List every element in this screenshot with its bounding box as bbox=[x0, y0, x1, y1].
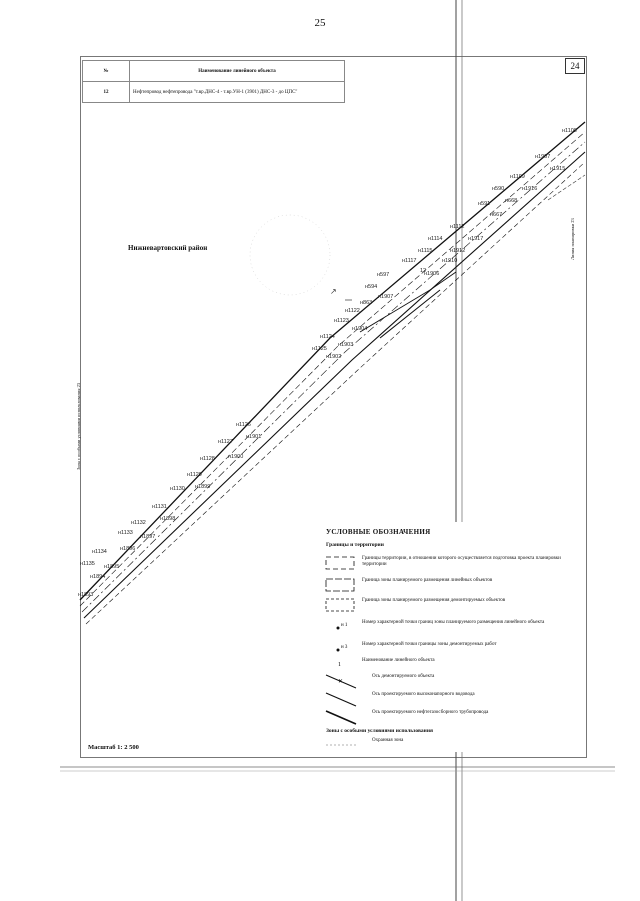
point-label: н1122 bbox=[345, 308, 360, 314]
legend-item bbox=[324, 690, 579, 710]
legend-item bbox=[324, 576, 579, 596]
point-label: н1893 bbox=[78, 592, 94, 598]
legend-title: УСЛОВНЫЕ ОБОЗНАЧЕНИЯ bbox=[326, 528, 431, 536]
svg-text:✕: ✕ bbox=[338, 679, 344, 685]
point-label: н1128 bbox=[200, 456, 215, 462]
point-label: н1895 bbox=[104, 564, 120, 570]
scale-label: Масштаб 1: 2 500 bbox=[88, 744, 139, 751]
point-label: н1126 bbox=[236, 422, 251, 428]
point-label: н590 bbox=[492, 186, 505, 192]
point-label: н597 bbox=[377, 272, 390, 278]
table-header-name: Наименование линейного объекта bbox=[130, 61, 345, 82]
point-label: н1131 bbox=[152, 504, 167, 510]
legend-item bbox=[324, 708, 579, 728]
point-label: н594 bbox=[365, 284, 378, 290]
zone-boundary-dashed bbox=[548, 175, 585, 200]
zone-boundary-icon bbox=[324, 576, 358, 594]
point-label: н1902 bbox=[326, 354, 342, 360]
point-marker-icon bbox=[324, 618, 358, 636]
demolition-axis-icon bbox=[324, 672, 358, 690]
north-arrow-icon: ↗ bbox=[330, 287, 337, 296]
legend-item-text: Граница зоны планируемого размещения линейных объектов bbox=[362, 578, 493, 583]
point-label: н1114 bbox=[428, 236, 443, 242]
table-header-number: № bbox=[83, 61, 130, 82]
point-label: н1109 bbox=[510, 174, 525, 180]
legend-item bbox=[324, 554, 579, 574]
legend-item-text: Номер характерной точки границ зоны планируемого размещения линейного объекта bbox=[362, 620, 545, 625]
point-label: н1135 bbox=[80, 561, 95, 567]
point-label: н1910 bbox=[442, 258, 458, 264]
point-label: н1917 bbox=[468, 236, 484, 242]
district-label: Нижневартовский район bbox=[128, 244, 208, 252]
legend-item-text: Границы территории, в отношении которого осуществляется подготовка проекта планировки территории bbox=[362, 556, 561, 567]
point-label: н1906 bbox=[424, 271, 440, 277]
point-label: н1916 bbox=[522, 186, 538, 192]
legend-section-zones: Зоны с особыми условиями использования bbox=[326, 728, 433, 734]
side-note-left: Зона с особыми условиями использования 23 bbox=[76, 382, 81, 470]
point-label: н1115 bbox=[418, 248, 433, 254]
point-labels bbox=[80, 128, 577, 567]
water-pipe-axis-icon bbox=[324, 690, 358, 708]
point-label: н1130 bbox=[170, 486, 185, 492]
point-label: н1900 bbox=[228, 454, 244, 460]
legend-item bbox=[324, 672, 579, 692]
legend-item-text: Ось проектируемого нефтегазосборного трубопровода bbox=[372, 710, 489, 715]
svg-text:н 1: н 1 bbox=[341, 623, 348, 628]
point-label: н1904 bbox=[352, 326, 368, 332]
table-cell-number: 12 bbox=[83, 82, 130, 103]
point-label: н1129 bbox=[187, 472, 202, 478]
boundary-dashed-icon bbox=[324, 554, 358, 572]
legend-item bbox=[324, 596, 579, 616]
point-label: н1901 bbox=[246, 434, 262, 440]
point-label: н1894 bbox=[90, 574, 106, 580]
legend-item-text: Номер характерной точки границы зоны демонтируемых работ bbox=[362, 642, 497, 647]
sheet-number: 24 bbox=[565, 58, 585, 74]
point-label: н1117 bbox=[402, 258, 417, 264]
point-label: н1125 bbox=[312, 346, 327, 352]
point-label: н1134 bbox=[92, 549, 107, 555]
legend-item bbox=[324, 736, 579, 756]
table-cell-name: Нефтепровод нефтепровода "т.вр.ДНС-4 - т.вр.УН-1 (3901) ДНС-3 - до ЦПС" bbox=[130, 82, 345, 103]
point-label: н1127 bbox=[218, 439, 233, 445]
oil-pipe-axis-icon bbox=[324, 708, 358, 726]
point-label: н1897 bbox=[140, 534, 156, 540]
svg-text:н 3: н 3 bbox=[341, 645, 348, 650]
svg-text:1: 1 bbox=[338, 662, 341, 668]
point-label: н863 bbox=[360, 300, 373, 306]
legend-section-boundaries: Границы и территории bbox=[326, 542, 384, 548]
page-number: 25 bbox=[314, 17, 326, 29]
point-label: н667 bbox=[490, 212, 503, 218]
point-label: н1133 bbox=[118, 530, 133, 536]
legend-item-text: Наименование линейного объекта bbox=[362, 658, 435, 663]
branch-line bbox=[360, 272, 456, 332]
point-label: н1907 bbox=[378, 294, 394, 300]
point-label: н1898 bbox=[160, 516, 176, 522]
point-label: н1108 bbox=[562, 128, 577, 134]
point-label: н1124 bbox=[320, 334, 335, 340]
legend-item-text: Охранная зона bbox=[372, 738, 404, 743]
point-label: н1899 bbox=[195, 484, 211, 490]
point-label: н1915 bbox=[550, 166, 566, 172]
legend-item bbox=[324, 618, 579, 638]
legend-item-text: Граница зоны планируемого размещения демонтируемых объектов bbox=[362, 598, 506, 603]
legend-item-text: Ось демонтируемого объекта bbox=[372, 674, 435, 679]
point-label: н1896 bbox=[120, 546, 136, 552]
pencil-ring bbox=[250, 215, 330, 295]
point-label: н1903 bbox=[338, 342, 354, 348]
point-label: н1123 bbox=[334, 318, 349, 324]
point-label: н1132 bbox=[131, 520, 146, 526]
legend-item-text: Ось проектируемого высоконапорного водовода bbox=[372, 692, 475, 697]
point-label: н668 bbox=[505, 198, 518, 204]
point-label: н1907 bbox=[535, 154, 551, 160]
protection-zone-icon bbox=[324, 736, 358, 754]
legend bbox=[320, 522, 582, 752]
point-label: н591 bbox=[478, 201, 491, 207]
point-label: н1112 bbox=[450, 224, 465, 230]
point-label: н1912 bbox=[450, 248, 466, 254]
side-note-right: Линия планировки 23 bbox=[570, 218, 575, 260]
point-label: 12 bbox=[420, 268, 427, 274]
demolition-boundary-icon bbox=[324, 596, 358, 614]
